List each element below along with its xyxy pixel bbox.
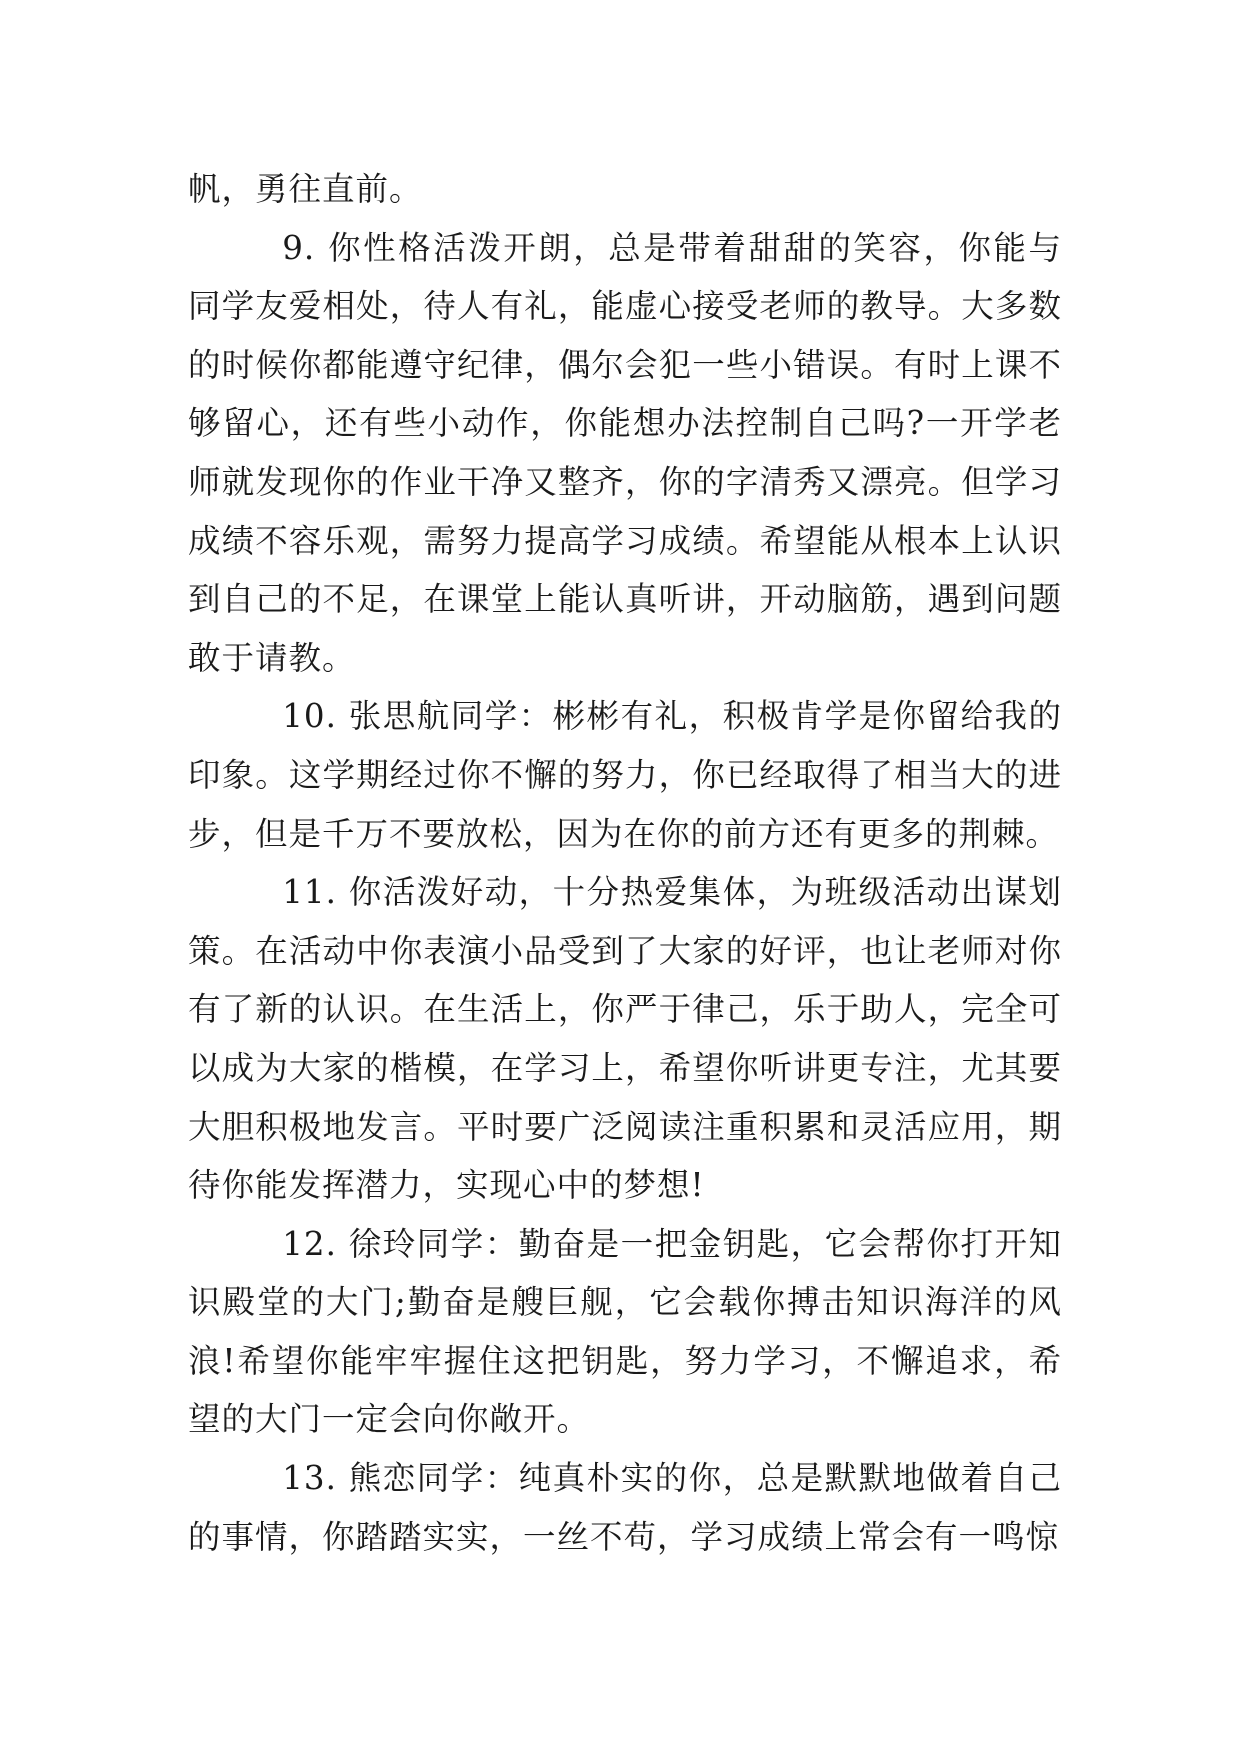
paragraph-comment-12: 12. 徐玲同学：勤奋是一把金钥匙，它会帮你打开知识殿堂的大门;勤奋是艘巨舰，它会载你搏击知识海洋的风浪!希望你能牢牢握住这把钥匙，努力学习，不懈追求，希望的大门一定会向你敞开。 (188, 1224, 1062, 1439)
document-body (188, 160, 1062, 1566)
paragraph-comment-11: 11. 你活泼好动，十分热爱集体，为班级活动出谋划策。在活动中你表演小品受到了大家的好评，也让老师对你有了新的认识。在生活上，你严于律己，乐于助人，完全可以成为大家的楷模，在学习上，希望你听讲更专注，尤其要大胆积极地发言。平时要广泛阅读注重积累和灵活应用，期待你能发挥潜力，实现心中的梦想! (188, 873, 1062, 1205)
paragraph-comment-9: 9. 你性格活泼开朗，总是带着甜甜的笑容，你能与同学友爱相处，待人有礼，能虚心接受老师的教导。大多数的时候你都能遵守纪律，偶尔会犯一些小错误。有时上课不够留心，还有些小动作，你能想办法控制自己吗?一开学老师就发现你的作业干净又整齐，你的字清秀又漂亮。但学习成绩不容乐观，需努力提高学习成绩。希望能从根本上认识到自己的不足，在课堂上能认真听讲，开动脑筋，遇到问题敢于请教。 (188, 228, 1062, 677)
paragraph-comment-10: 10. 张思航同学：彬彬有礼，积极肯学是你留给我的印象。这学期经过你不懈的努力，你已经取得了相当大的进步，但是千万不要放松，因为在你的前方还有更多的荆棘。 (188, 697, 1062, 853)
paragraph-continuation: 帆，勇往直前。 (188, 170, 423, 208)
paragraph-comment-13: 13. 熊恋同学：纯真朴实的你，总是默默地做着自己的事情，你踏踏实实，一丝不苟，学习成绩上常会有一鸣惊 (188, 1459, 1062, 1556)
